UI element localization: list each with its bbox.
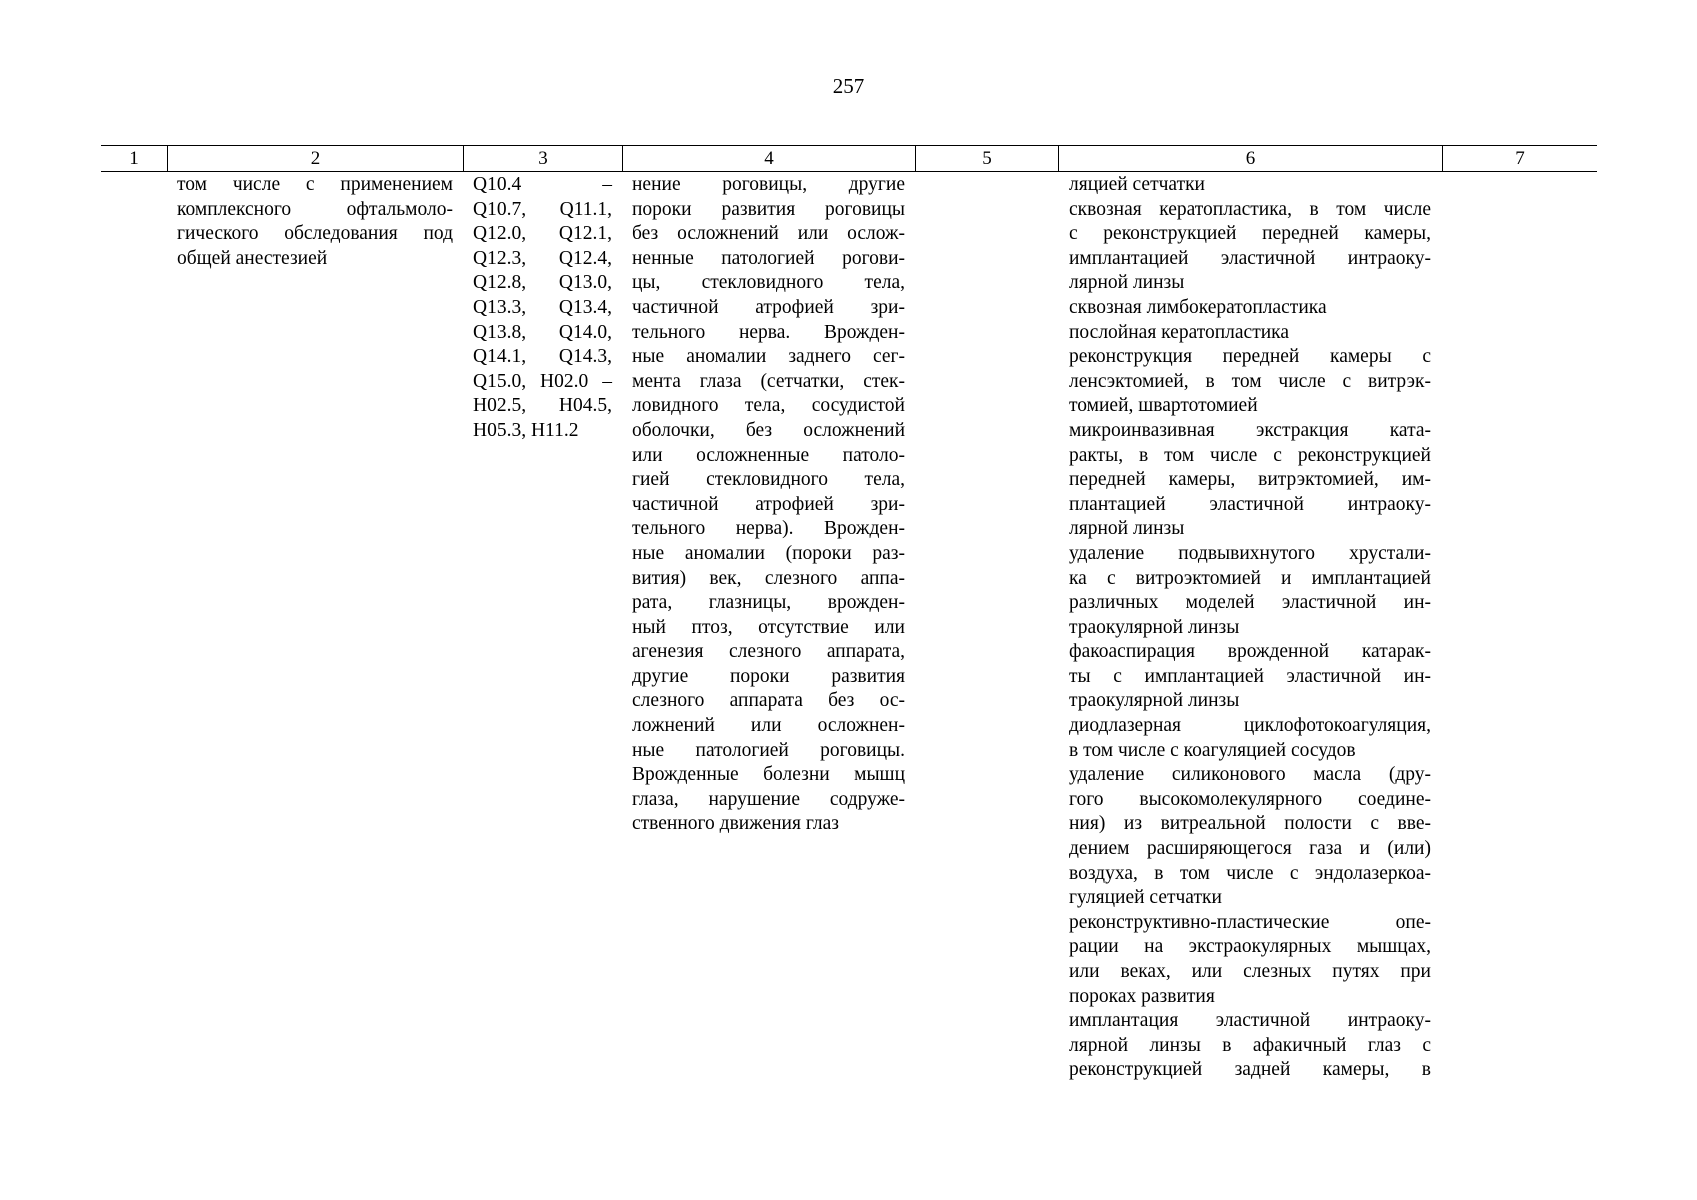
- cell-col-5: [915, 172, 1058, 1083]
- page-number: 257: [832, 74, 865, 98]
- header-col-3: 3: [463, 146, 622, 171]
- text-line: гического обследования под: [177, 223, 453, 245]
- text-line: ракты, в том числе с реконструкцией: [1069, 444, 1431, 466]
- text-line: гией стекловидного тела,: [632, 469, 905, 491]
- text-line: Q12.8, Q13.0,: [473, 272, 612, 294]
- text-line: гуляцией сетчатки: [1069, 887, 1222, 909]
- text-line: различных моделей эластичной ин-: [1069, 592, 1431, 614]
- text-line: удаление силиконового масла (дру-: [1069, 764, 1431, 786]
- text-line: Врожденные болезни мышц: [632, 764, 905, 786]
- text-line: дением расширяющегося газа и (или): [1069, 838, 1431, 860]
- text-line: ка с витроэктомией и имплантацией: [1069, 567, 1431, 589]
- table-header-row: [101, 145, 1597, 172]
- text-line: сквозная кератопластика, в том числе: [1069, 198, 1431, 220]
- text-line: Q10.4 –: [473, 174, 612, 195]
- text-line: или веках, или слезных путях при: [1069, 961, 1431, 982]
- text-line: пороки развития роговицы: [632, 198, 905, 220]
- text-line: слезного аппарата без ос-: [632, 690, 905, 712]
- text-line: факоаспирация врожденной катарак-: [1069, 641, 1431, 663]
- text-line: гого высокомолекулярного соедине-: [1069, 788, 1431, 810]
- text-line: рации на экстраокулярных мышцах,: [1069, 936, 1431, 958]
- text-line: мента глаза (сетчатки, стек-: [632, 370, 905, 392]
- header-col-1: 1: [129, 148, 139, 169]
- cell-col-2: [167, 172, 463, 1083]
- text-line: частичной атрофией зри-: [632, 296, 905, 318]
- text-line: оболочки, без осложнений: [632, 419, 905, 441]
- text-line: вития) век, слезного аппа-: [632, 567, 905, 589]
- cell-col-6: [1058, 172, 1442, 1083]
- text-line: лярной линзы в афакичный глаз с: [1069, 1034, 1431, 1056]
- text-line: сквозная лимбокератопластика: [1069, 296, 1327, 318]
- cell-col-7: [1442, 172, 1597, 1083]
- text-line: нение роговицы, другие: [632, 174, 905, 195]
- text-line: Q12.3, Q12.4,: [473, 247, 612, 269]
- text-line: пороках развития: [1069, 985, 1215, 1007]
- text-line: траокулярной линзы: [1069, 690, 1240, 712]
- text-line: с реконструкцией передней камеры,: [1069, 223, 1431, 245]
- header-col-7: 7: [1442, 146, 1597, 171]
- text-line: лярной линзы: [1069, 272, 1185, 294]
- text-line: реконструкция передней камеры с: [1069, 346, 1431, 368]
- table-row: [101, 172, 1597, 1083]
- text-line: H02.5, H04.5,: [473, 395, 612, 417]
- cell-col-3: [463, 172, 622, 1083]
- text-line: ленсэктомией, в том числе с витрэк-: [1069, 370, 1431, 392]
- text-line: реконструкцией задней камеры, в: [1069, 1059, 1431, 1081]
- text-line: общей анестезией: [177, 247, 328, 269]
- text-line: ния) из витреальной полости с вве-: [1069, 813, 1431, 835]
- text-line: плантацией эластичной интраоку-: [1069, 493, 1431, 515]
- text-line: ственного движения глаз: [632, 813, 839, 835]
- text-line: ложнений или осложнен-: [632, 715, 905, 737]
- text-line: комплексного офтальмоло-: [177, 198, 453, 220]
- text-line: Q12.0, Q12.1,: [473, 223, 612, 245]
- text-line: диодлазерная циклофотокоагуляция,: [1069, 715, 1431, 737]
- text-line: том числе с применением: [177, 174, 453, 195]
- header-col-2: 2: [167, 146, 463, 171]
- text-line: микроинвазивная экстракция ката-: [1069, 419, 1431, 441]
- text-line: лярной линзы: [1069, 518, 1185, 540]
- text-line: ные патологией роговицы.: [632, 739, 905, 761]
- cell-col-4: [622, 172, 915, 1083]
- text-line: ненные патологией рогови-: [632, 247, 905, 269]
- header-col-5: 5: [915, 146, 1058, 171]
- text-line: или осложненные патоло-: [632, 444, 905, 466]
- text-line: в том числе с коагуляцией сосудов: [1069, 739, 1356, 761]
- text-line: Q13.8, Q14.0,: [473, 321, 612, 343]
- cell-col-1: [101, 172, 167, 1083]
- text-line: имплантация эластичной интраоку-: [1069, 1010, 1431, 1032]
- text-line: удаление подвывихнутого хрустали-: [1069, 542, 1431, 564]
- text-line: Q10.7, Q11.1,: [473, 198, 612, 220]
- text-line: послойная кератопластика: [1069, 321, 1290, 343]
- text-line: имплантацией эластичной интраоку-: [1069, 247, 1431, 269]
- text-line: Q15.0, H02.0 –: [473, 370, 612, 392]
- text-line: томией, швартотомией: [1069, 395, 1258, 417]
- text-line: другие пороки развития: [632, 665, 905, 687]
- text-line: Q14.1, Q14.3,: [473, 346, 612, 368]
- header-col-4: 4: [622, 146, 915, 171]
- text-line: Q13.3, Q13.4,: [473, 296, 612, 318]
- text-line: траокулярной линзы: [1069, 616, 1240, 638]
- text-line: H05.3, H11.2: [473, 419, 579, 441]
- text-line: ные аномалии заднего сег-: [632, 346, 905, 368]
- text-line: воздуха, в том числе с эндолазеркоа-: [1069, 862, 1431, 884]
- text-line: реконструктивно-пластические опе-: [1069, 911, 1431, 933]
- text-line: ляцией сетчатки: [1069, 174, 1205, 195]
- text-line: ные аномалии (пороки раз-: [632, 542, 905, 564]
- text-line: частичной атрофией зри-: [632, 493, 905, 515]
- text-line: цы, стекловидного тела,: [632, 272, 905, 294]
- text-line: тельного нерва. Врожден-: [632, 321, 905, 343]
- header-col-6: 6: [1058, 146, 1442, 171]
- text-line: без осложнений или ослож-: [632, 223, 905, 245]
- text-line: тельного нерва). Врожден-: [632, 518, 905, 540]
- text-line: агенезия слезного аппарата,: [632, 641, 905, 663]
- text-line: ловидного тела, сосудистой: [632, 395, 905, 417]
- text-line: передней камеры, витрэктомией, им-: [1069, 469, 1431, 491]
- text-line: ный птоз, отсутствие или: [632, 616, 905, 638]
- text-line: рата, глазницы, врожден-: [632, 592, 905, 614]
- text-line: ты с имплантацией эластичной ин-: [1069, 665, 1431, 687]
- text-line: глаза, нарушение содруже-: [632, 788, 905, 810]
- procedures-table: [101, 145, 1597, 1083]
